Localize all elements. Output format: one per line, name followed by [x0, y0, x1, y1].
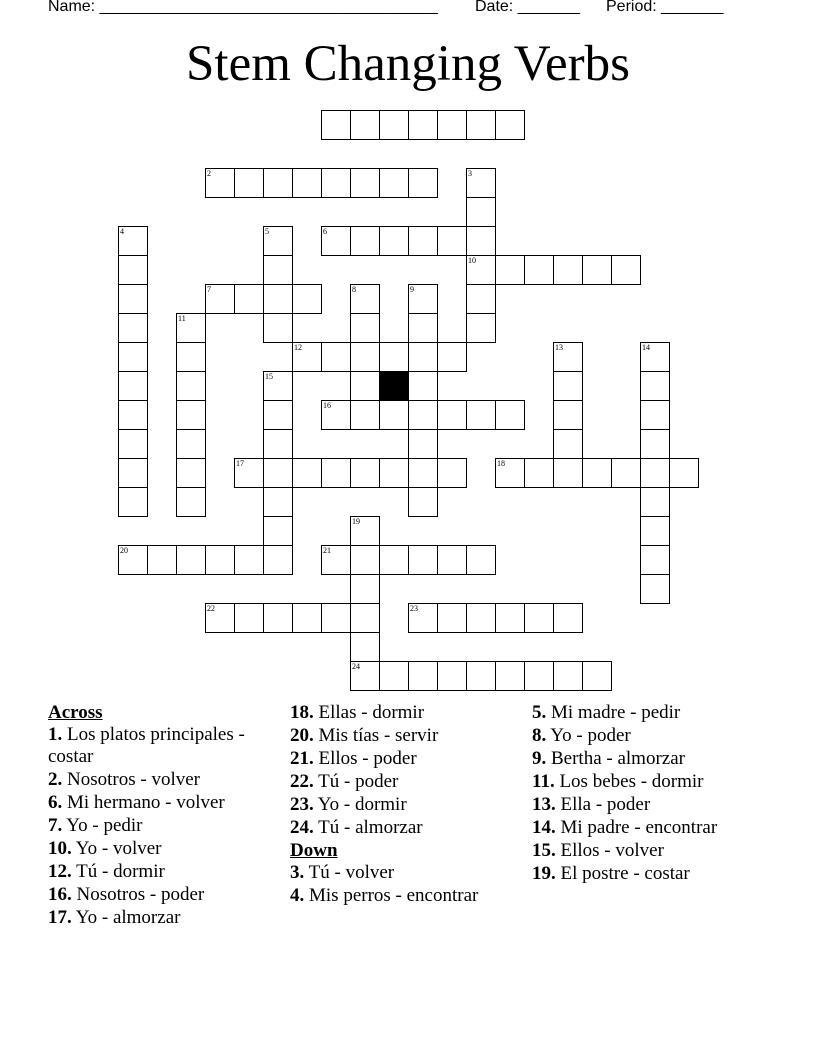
clue-item-text: Los bebes - dormir — [554, 771, 704, 792]
crossword-cell[interactable] — [408, 342, 438, 372]
crossword-cell[interactable] — [437, 545, 467, 575]
crossword-cell[interactable] — [292, 603, 322, 633]
crossword-cell[interactable] — [466, 284, 496, 314]
crossword-cell[interactable] — [350, 661, 380, 691]
crossword-cell[interactable] — [466, 197, 496, 227]
clue-item-number: 17. — [48, 907, 72, 928]
crossword-cell[interactable] — [640, 545, 670, 575]
clue-item-number: 10. — [48, 838, 72, 859]
crossword-cell[interactable] — [553, 603, 583, 633]
crossword-cell[interactable] — [611, 255, 641, 285]
clue-item — [532, 863, 767, 885]
crossword-cell[interactable] — [669, 458, 699, 488]
clue-item-text: Ellas - dormir — [313, 702, 425, 723]
crossword-cell[interactable] — [321, 400, 351, 430]
crossword-cell[interactable] — [466, 226, 496, 256]
clue-item — [290, 748, 525, 770]
crossword-cell[interactable] — [553, 342, 583, 372]
crossword-cell[interactable] — [350, 371, 380, 401]
crossword-cell[interactable] — [234, 168, 264, 198]
clue-item-text: Ellos - poder — [313, 748, 417, 769]
clue-item — [290, 794, 525, 816]
crossword-cell[interactable] — [466, 255, 496, 285]
clue-item-text: Nosotros - poder — [71, 884, 205, 905]
crossword-cell[interactable] — [466, 168, 496, 198]
crossword-cell[interactable] — [466, 603, 496, 633]
crossword-cell[interactable] — [408, 371, 438, 401]
clue-item — [48, 724, 283, 768]
crossword-cell[interactable] — [582, 458, 612, 488]
crossword-cell[interactable] — [176, 371, 206, 401]
clue-item — [532, 748, 767, 770]
clue-number: 18 — [497, 459, 505, 468]
clue-item-text: Bertha - almorzar — [546, 748, 685, 769]
crossword-cell[interactable] — [263, 284, 293, 314]
crossword-cell[interactable] — [379, 400, 409, 430]
crossword-cell[interactable] — [234, 603, 264, 633]
clue-item-number: 6. — [48, 792, 63, 813]
crossword-cell[interactable] — [640, 342, 670, 372]
clue-item — [290, 702, 525, 724]
date-field-label: Date: _______ — [475, 0, 580, 15]
crossword-cell[interactable] — [321, 545, 351, 575]
across-clues-part-1 — [48, 724, 283, 929]
clue-number: 19 — [352, 517, 360, 526]
crossword-cell[interactable] — [408, 110, 438, 140]
clue-item-text: Los platos principales - costar — [48, 724, 245, 767]
crossword-cell[interactable] — [263, 429, 293, 459]
crossword-cell[interactable] — [263, 255, 293, 285]
clue-item-text: Ellos - volver — [555, 840, 664, 861]
down-clues-part-2 — [532, 702, 767, 885]
clue-item — [48, 838, 283, 860]
crossword-cell[interactable] — [408, 226, 438, 256]
clue-item-text: Tú - dormir — [71, 861, 165, 882]
clue-item-number: 3. — [290, 862, 305, 883]
clue-item — [48, 815, 283, 837]
crossword-cell[interactable] — [350, 168, 380, 198]
crossword-cell[interactable] — [466, 545, 496, 575]
crossword-cell[interactable] — [408, 313, 438, 343]
crossword-cell[interactable] — [321, 168, 351, 198]
clue-item — [290, 817, 525, 839]
clue-item-number: 13. — [532, 794, 556, 815]
clue-number: 24 — [352, 662, 360, 671]
down-heading: Down — [290, 840, 338, 861]
crossword-cell[interactable] — [408, 284, 438, 314]
crossword-cell[interactable] — [350, 632, 380, 662]
name-field-label: Name: ______________________________________ — [48, 0, 438, 15]
clue-item — [48, 861, 283, 883]
crossword-cell[interactable] — [176, 545, 206, 575]
crossword-cell[interactable] — [379, 458, 409, 488]
crossword-cell[interactable] — [321, 226, 351, 256]
crossword-cell[interactable] — [263, 400, 293, 430]
crossword-cell[interactable] — [495, 110, 525, 140]
crossword-cell[interactable] — [176, 487, 206, 517]
clue-item — [532, 771, 767, 793]
crossword-cell[interactable] — [263, 487, 293, 517]
crossword-cell[interactable] — [350, 574, 380, 604]
crossword-cell[interactable] — [582, 255, 612, 285]
clue-item-text: Mis perros - encontrar — [304, 885, 479, 906]
clue-item-text: Mis tías - servir — [313, 725, 439, 746]
crossword-cell[interactable] — [466, 313, 496, 343]
clue-item-number: 22. — [290, 771, 314, 792]
crossword-cell[interactable] — [524, 661, 554, 691]
crossword-cell[interactable] — [263, 545, 293, 575]
clue-number: 7 — [207, 285, 211, 294]
crossword-cell[interactable] — [495, 400, 525, 430]
clue-column-3 — [532, 702, 767, 886]
crossword-cell[interactable] — [466, 661, 496, 691]
crossword-cell[interactable] — [118, 226, 148, 256]
crossword-cell[interactable] — [524, 255, 554, 285]
crossword-cell[interactable] — [640, 516, 670, 546]
crossword-cell[interactable] — [437, 603, 467, 633]
clue-item — [532, 817, 767, 839]
crossword-cell[interactable] — [292, 458, 322, 488]
crossword-cell[interactable] — [495, 603, 525, 633]
clue-number: 2 — [207, 169, 211, 178]
crossword-cell[interactable] — [205, 603, 235, 633]
crossword-cell[interactable] — [321, 603, 351, 633]
crossword-cell[interactable] — [292, 342, 322, 372]
clue-number: 17 — [236, 459, 244, 468]
crossword-cell[interactable] — [524, 603, 554, 633]
clue-item-number: 16. — [48, 884, 72, 905]
crossword-cell[interactable] — [379, 168, 409, 198]
crossword-cell[interactable] — [176, 313, 206, 343]
clue-item-number: 1. — [48, 724, 63, 745]
crossword-cell[interactable] — [118, 313, 148, 343]
clue-item — [290, 771, 525, 793]
crossword-cell[interactable] — [118, 284, 148, 314]
crossword-cell[interactable] — [118, 545, 148, 575]
clue-item-text: Ella - poder — [555, 794, 651, 815]
crossword-cell[interactable] — [350, 226, 380, 256]
crossword-cell[interactable] — [350, 342, 380, 372]
clue-item-text: Mi madre - pedir — [546, 702, 681, 723]
crossword-cell[interactable] — [205, 545, 235, 575]
clue-item-number: 18. — [290, 702, 314, 723]
crossword-cell[interactable] — [379, 545, 409, 575]
crossword-cell[interactable] — [553, 371, 583, 401]
clue-number: 13 — [555, 343, 563, 352]
clue-number: 11 — [178, 314, 186, 323]
clue-item-number: 19. — [532, 863, 556, 884]
clue-column-1 — [48, 702, 283, 930]
crossword-cell[interactable] — [263, 313, 293, 343]
crossword-cell[interactable] — [118, 458, 148, 488]
clue-number: 3 — [468, 169, 472, 178]
clue-item-text: Yo - dormir — [313, 794, 407, 815]
crossword-cell[interactable] — [350, 603, 380, 633]
crossword-cell[interactable] — [263, 458, 293, 488]
clue-item-number: 20. — [290, 725, 314, 746]
clue-item — [48, 769, 283, 791]
crossword-cell[interactable] — [118, 371, 148, 401]
crossword-black-cell — [379, 371, 409, 401]
clue-item-number: 12. — [48, 861, 72, 882]
clue-item-text: Yo - pedir — [62, 815, 143, 836]
clue-item-number: 24. — [290, 817, 314, 838]
clue-item — [48, 884, 283, 906]
crossword-cell[interactable] — [350, 400, 380, 430]
crossword-cell[interactable] — [379, 110, 409, 140]
crossword-cell[interactable] — [234, 458, 264, 488]
across-clues-part-2 — [290, 702, 525, 839]
crossword-cell[interactable] — [408, 487, 438, 517]
clue-item — [48, 792, 283, 814]
clue-number: 22 — [207, 604, 215, 613]
crossword-cell[interactable] — [524, 458, 554, 488]
crossword-cell[interactable] — [321, 342, 351, 372]
crossword-cell[interactable] — [379, 342, 409, 372]
crossword-cell[interactable] — [408, 168, 438, 198]
crossword-cell[interactable] — [263, 371, 293, 401]
crossword-cell[interactable] — [350, 110, 380, 140]
crossword-cell[interactable] — [350, 458, 380, 488]
crossword-cell[interactable] — [408, 545, 438, 575]
crossword-cell[interactable] — [640, 371, 670, 401]
crossword-cell[interactable] — [495, 458, 525, 488]
crossword-cell[interactable] — [350, 545, 380, 575]
clue-number: 21 — [323, 546, 331, 555]
clue-item-text: El postre - costar — [555, 863, 690, 884]
crossword-cell[interactable] — [321, 110, 351, 140]
clue-column-2 — [290, 702, 525, 908]
period-field-label: Period: _______ — [606, 0, 724, 15]
crossword-cell[interactable] — [640, 458, 670, 488]
crossword-cell[interactable] — [640, 400, 670, 430]
crossword-cell[interactable] — [553, 661, 583, 691]
crossword-cell[interactable] — [147, 545, 177, 575]
crossword-cell[interactable] — [408, 400, 438, 430]
crossword-cell[interactable] — [205, 168, 235, 198]
crossword-cell[interactable] — [495, 661, 525, 691]
clue-number: 23 — [410, 604, 418, 613]
crossword-cell[interactable] — [263, 603, 293, 633]
crossword-cell[interactable] — [408, 603, 438, 633]
crossword-cell[interactable] — [437, 458, 467, 488]
clue-item-number: 23. — [290, 794, 314, 815]
crossword-cell[interactable] — [350, 284, 380, 314]
crossword-cell[interactable] — [118, 429, 148, 459]
crossword-cell[interactable] — [263, 168, 293, 198]
crossword-cell[interactable] — [176, 400, 206, 430]
crossword-cell[interactable] — [640, 574, 670, 604]
crossword-cell[interactable] — [263, 226, 293, 256]
clue-item-number: 2. — [48, 769, 63, 790]
clue-number: 8 — [352, 285, 356, 294]
crossword-cell[interactable] — [437, 342, 467, 372]
crossword-cell[interactable] — [640, 429, 670, 459]
clue-number: 10 — [468, 256, 476, 265]
crossword-cell[interactable] — [176, 458, 206, 488]
crossword-cell[interactable] — [437, 661, 467, 691]
clue-item-number: 9. — [532, 748, 547, 769]
clue-item — [48, 907, 283, 929]
clue-item — [290, 885, 525, 907]
clue-item — [290, 862, 525, 884]
clue-item — [532, 702, 767, 724]
crossword-cell[interactable] — [553, 400, 583, 430]
clue-item — [532, 725, 767, 747]
crossword-cell[interactable] — [118, 342, 148, 372]
clue-number: 9 — [410, 285, 414, 294]
clue-item — [532, 794, 767, 816]
across-heading: Across — [48, 702, 103, 723]
clue-item-text: Tú - almorzar — [313, 817, 423, 838]
clue-number: 14 — [642, 343, 650, 352]
crossword-cell[interactable] — [234, 545, 264, 575]
crossword-cell[interactable] — [350, 313, 380, 343]
crossword-cell[interactable] — [118, 400, 148, 430]
crossword-cell[interactable] — [553, 255, 583, 285]
crossword-cell[interactable] — [379, 661, 409, 691]
crossword-cell[interactable] — [234, 284, 264, 314]
crossword-cell[interactable] — [321, 458, 351, 488]
clue-item — [290, 725, 525, 747]
clue-item-text: Mi padre - encontrar — [555, 817, 718, 838]
clue-item-text: Yo - poder — [546, 725, 631, 746]
clue-number: 4 — [120, 227, 124, 236]
clue-item-number: 14. — [532, 817, 556, 838]
crossword-cell[interactable] — [408, 458, 438, 488]
crossword-cell[interactable] — [263, 516, 293, 546]
crossword-cell[interactable] — [408, 661, 438, 691]
crossword-cell[interactable] — [611, 458, 641, 488]
clue-item-text: Mi hermano - volver — [62, 792, 225, 813]
clue-number: 16 — [323, 401, 331, 410]
clue-item-number: 7. — [48, 815, 63, 836]
clue-number: 6 — [323, 227, 327, 236]
crossword-cell[interactable] — [553, 458, 583, 488]
clue-number: 5 — [265, 227, 269, 236]
page-title: Stem Changing Verbs — [186, 36, 630, 92]
crossword-cell[interactable] — [466, 110, 496, 140]
crossword-cell[interactable] — [292, 168, 322, 198]
crossword-cell[interactable] — [408, 429, 438, 459]
crossword-cell[interactable] — [466, 400, 496, 430]
crossword-cell[interactable] — [437, 400, 467, 430]
clue-item-number: 11. — [532, 771, 555, 792]
clue-number: 12 — [294, 343, 302, 352]
crossword-cell[interactable] — [350, 516, 380, 546]
crossword-cell[interactable] — [205, 284, 235, 314]
clue-item-number: 15. — [532, 840, 556, 861]
crossword-cell[interactable] — [582, 661, 612, 691]
clue-item-text: Nosotros - volver — [62, 769, 200, 790]
crossword-cell[interactable] — [495, 255, 525, 285]
clue-item-number: 4. — [290, 885, 305, 906]
crossword-cell[interactable] — [553, 429, 583, 459]
crossword-cell[interactable] — [437, 110, 467, 140]
clue-item-text: Yo - volver — [71, 838, 162, 859]
crossword-cell[interactable] — [118, 255, 148, 285]
clue-item — [532, 840, 767, 862]
crossword-cell[interactable] — [176, 342, 206, 372]
clue-item-number: 21. — [290, 748, 314, 769]
clue-item-text: Yo - almorzar — [71, 907, 181, 928]
crossword-cell[interactable] — [437, 226, 467, 256]
clue-item-number: 5. — [532, 702, 547, 723]
clue-item-text: Tú - poder — [313, 771, 399, 792]
down-clues-part-1 — [290, 862, 525, 907]
clue-item-text: Tú - volver — [304, 862, 395, 883]
clue-number: 15 — [265, 372, 273, 381]
crossword-cell[interactable] — [379, 226, 409, 256]
clue-item-number: 8. — [532, 725, 547, 746]
crossword-cell[interactable] — [176, 429, 206, 459]
crossword-cell[interactable] — [292, 284, 322, 314]
crossword-cell[interactable] — [640, 487, 670, 517]
clue-number: 20 — [120, 546, 128, 555]
crossword-cell[interactable] — [118, 487, 148, 517]
